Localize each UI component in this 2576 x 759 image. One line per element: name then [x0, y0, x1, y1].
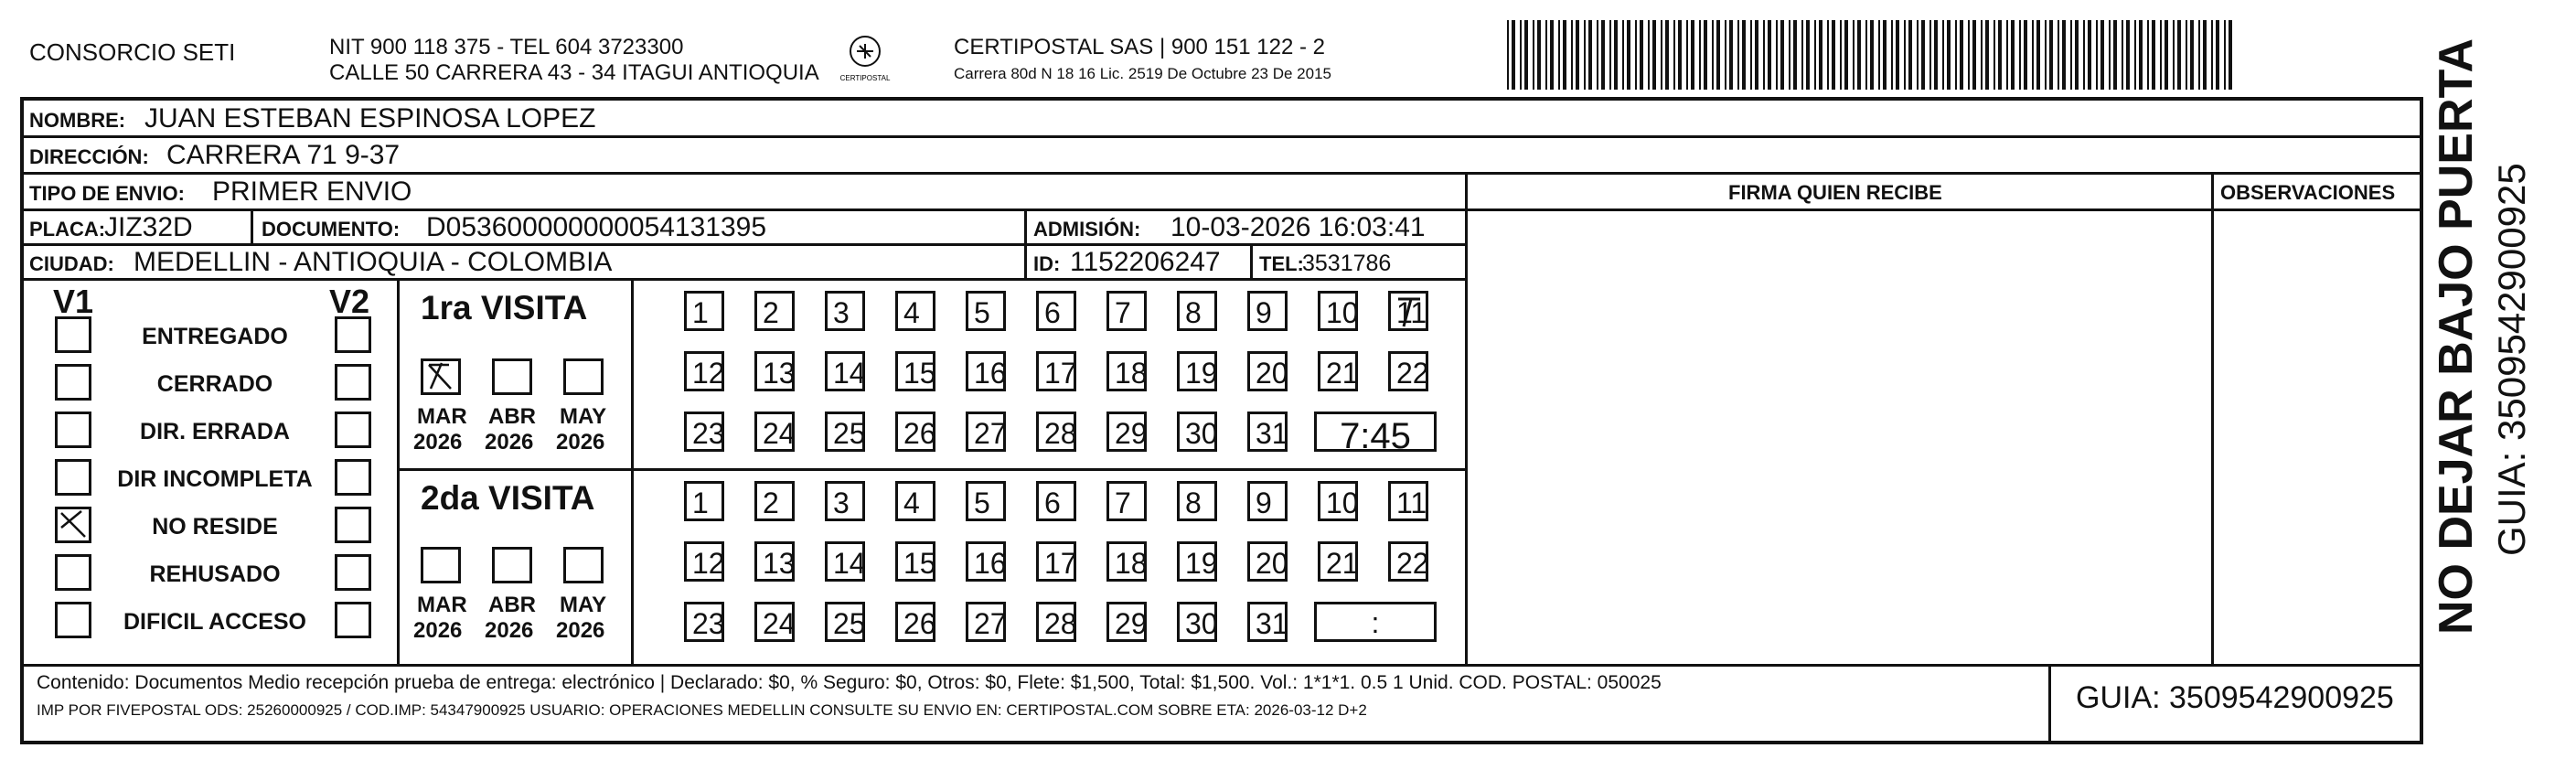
day-cell[interactable]	[825, 602, 865, 642]
day-number: 8	[1185, 296, 1202, 329]
nombre-label: NOMBRE:	[29, 109, 126, 132]
check-mark-icon	[58, 509, 89, 540]
day-number: 16	[974, 357, 1007, 390]
tel-label: TEL:	[1259, 252, 1304, 275]
id-label: ID:	[1033, 252, 1061, 275]
day-cell[interactable]	[684, 412, 724, 452]
day-number: 18	[1115, 547, 1148, 580]
day-cell[interactable]	[1036, 351, 1076, 391]
col-divider	[1465, 172, 1468, 664]
day-number: 12	[692, 357, 725, 390]
v2-checkbox[interactable]	[335, 554, 371, 591]
day-cell[interactable]	[684, 541, 724, 582]
day-number: 2	[763, 296, 779, 329]
day-cell[interactable]	[825, 412, 865, 452]
day-cell[interactable]	[1318, 351, 1358, 391]
day-number: 15	[903, 357, 936, 390]
status-label: REHUSADO	[149, 561, 281, 587]
month-label: MAR	[417, 404, 467, 429]
day-number: 6	[1044, 296, 1061, 329]
day-number: 13	[763, 357, 796, 390]
day-cell[interactable]	[825, 351, 865, 391]
status-label: CERRADO	[156, 371, 273, 397]
day-cell[interactable]	[1106, 412, 1147, 452]
day-cell[interactable]	[825, 291, 865, 331]
day-cell[interactable]	[1106, 541, 1147, 582]
day-number: 28	[1044, 417, 1077, 450]
status-label: DIFICIL ACCESO	[123, 609, 306, 635]
month-label: ABR	[488, 593, 536, 617]
day-cell[interactable]	[1388, 481, 1428, 521]
month-checkbox[interactable]	[492, 547, 532, 583]
day-cell[interactable]	[895, 351, 935, 391]
day-number: 31	[1256, 417, 1288, 450]
day-number: 10	[1326, 296, 1359, 329]
day-cell[interactable]	[754, 351, 795, 391]
check-mark-icon	[423, 361, 458, 392]
day-cell[interactable]	[1388, 351, 1428, 391]
day-number: 15	[903, 547, 936, 580]
col-divider	[1024, 208, 1027, 278]
day-cell[interactable]	[1177, 291, 1217, 331]
section-divider	[397, 468, 1465, 471]
first-visit-title: 1ra VISITA	[421, 289, 588, 326]
day-number: 10	[1326, 486, 1359, 519]
day-number: 17	[1044, 547, 1077, 580]
side-guia: GUIA: 3509542900925	[2490, 163, 2533, 556]
day-cell[interactable]	[754, 541, 795, 582]
day-cell[interactable]	[966, 481, 1006, 521]
day-cell[interactable]	[754, 412, 795, 452]
day-cell[interactable]	[1177, 481, 1217, 521]
day-cell[interactable]	[1106, 602, 1147, 642]
day-cell[interactable]	[1318, 481, 1358, 521]
day-cell[interactable]	[1177, 602, 1217, 642]
day-number: 27	[974, 417, 1007, 450]
day-number: 5	[974, 296, 990, 329]
barcode	[1507, 20, 2239, 90]
month-checkbox[interactable]	[421, 547, 461, 583]
day-number: 1	[692, 486, 709, 519]
day-cell[interactable]	[754, 481, 795, 521]
address-line: CALLE 50 CARRERA 43 - 34 ITAGUI ANTIOQUIA	[329, 60, 819, 85]
v2-checkbox[interactable]	[335, 459, 371, 496]
v1-checkbox[interactable]	[55, 412, 91, 448]
status-label: DIR. ERRADA	[140, 419, 290, 444]
day-number: 29	[1115, 417, 1148, 450]
day-cell[interactable]	[1388, 541, 1428, 582]
col-divider	[1250, 243, 1253, 278]
documento-label: DOCUMENTO:	[262, 218, 401, 241]
row-divider	[20, 208, 2423, 211]
day-cell[interactable]	[1106, 291, 1147, 331]
direccion-label: DIRECCIÓN:	[29, 145, 149, 168]
day-cell[interactable]	[684, 291, 724, 331]
day-number: 1	[692, 296, 709, 329]
day-cell[interactable]	[1247, 412, 1288, 452]
day-cell[interactable]	[1036, 291, 1076, 331]
day-cell[interactable]	[895, 481, 935, 521]
day-cell[interactable]	[1247, 481, 1288, 521]
section-divider	[397, 278, 400, 664]
day-number: 14	[833, 357, 866, 390]
day-number: 2	[763, 486, 779, 519]
day-number: 11	[1396, 486, 1427, 519]
id-value: 1152206247	[1070, 247, 1221, 277]
placa-value: JIZ32D	[104, 212, 193, 242]
v2-checkbox[interactable]	[335, 602, 371, 638]
side-warning: NO DEJAR BAJO PUERTA	[2430, 37, 2483, 635]
day-number: 13	[763, 547, 796, 580]
col-divider	[251, 208, 253, 243]
footer-guia: GUIA: 3509542900925	[2076, 680, 2394, 715]
day-cell[interactable]	[966, 291, 1006, 331]
status-label: ENTREGADO	[142, 324, 288, 349]
day-number: 4	[903, 486, 920, 519]
contenido-line: Contenido: Documentos Medio recepción prueba de entrega: electrónico | Declarado: $0, % Seguro: $0, Otros: $0, Flete: $1,500, Total: $1,500. Vol.: 1*1*1. 0.5 1 Unid. COD. POSTAL: 050025	[37, 672, 1662, 693]
day-number: 9	[1256, 296, 1272, 329]
day-number: 3	[833, 296, 850, 329]
certipostal-line: CERTIPOSTAL SAS | 900 151 122 - 2	[954, 35, 1325, 59]
tipo-envio-value: PRIMER ENVIO	[212, 176, 412, 207]
v2-checkbox[interactable]	[335, 507, 371, 543]
year-label: 2026	[485, 618, 534, 643]
certipostal-logo	[837, 33, 893, 86]
month-label: MAY	[560, 404, 607, 429]
direccion-value: CARRERA 71 9-37	[166, 140, 401, 170]
ciudad-label: CIUDAD:	[29, 252, 114, 275]
day-cell[interactable]	[1036, 412, 1076, 452]
month-checkbox[interactable]	[563, 358, 604, 395]
v1-checkbox[interactable]	[55, 316, 91, 353]
day-cell[interactable]	[754, 602, 795, 642]
day-number: 30	[1185, 607, 1218, 640]
svg-text:CERTIPOSTAL: CERTIPOSTAL	[839, 74, 891, 82]
day-number: 19	[1185, 547, 1218, 580]
section-divider	[631, 278, 634, 664]
day-number: 26	[903, 607, 936, 640]
day-number: 14	[833, 547, 866, 580]
year-label: 2026	[485, 430, 534, 454]
row-divider	[20, 135, 2423, 138]
v2-checkbox[interactable]	[335, 316, 371, 353]
col-divider	[2211, 172, 2214, 664]
day-number: 17	[1044, 357, 1077, 390]
day-cell[interactable]	[966, 412, 1006, 452]
nit-line: NIT 900 118 375 - TEL 604 3723300	[329, 35, 684, 59]
row-divider	[20, 172, 2423, 175]
day-number: 26	[903, 417, 936, 450]
day-cell[interactable]	[1388, 291, 1428, 331]
day-cell[interactable]	[1177, 541, 1217, 582]
month-checkbox[interactable]	[563, 547, 604, 583]
day-cell[interactable]	[895, 291, 935, 331]
month-label: MAY	[560, 593, 607, 617]
year-label: 2026	[556, 618, 605, 643]
col-divider	[2048, 664, 2051, 744]
day-number: 23	[692, 417, 725, 450]
year-label: 2026	[413, 430, 463, 454]
day-cell[interactable]	[966, 351, 1006, 391]
day-cell[interactable]	[1177, 412, 1217, 452]
second-visit-title: 2da VISITA	[421, 479, 595, 517]
day-number: 31	[1256, 607, 1288, 640]
day-cell[interactable]	[1106, 351, 1147, 391]
day-cell[interactable]	[1247, 602, 1288, 642]
day-number: 16	[974, 547, 1007, 580]
day-cell[interactable]	[895, 412, 935, 452]
day-cell[interactable]	[754, 291, 795, 331]
company-name: CONSORCIO SETI	[29, 38, 236, 66]
day-number: 7	[1115, 486, 1131, 519]
row-divider	[20, 278, 1465, 281]
documento-value: D053600000000054131395	[426, 212, 767, 242]
v1-checkbox[interactable]	[55, 507, 91, 543]
month-label: MAR	[417, 593, 467, 617]
v1-checkbox[interactable]	[55, 364, 91, 401]
v1-label: V1	[53, 283, 94, 320]
imp-line: IMP POR FIVEPOSTAL ODS: 25260000925 / COD.IMP: 54347900925 USUARIO: OPERACIONES MEDELLIN CONSULTE SU ENVIO EN: CERTIPOSTAL.COM SOBRE ETA: 2026-03-12 D+2	[37, 701, 1367, 719]
row-divider	[20, 664, 2423, 667]
admision-value: 10-03-2026 16:03:41	[1170, 212, 1426, 242]
ciudad-value: MEDELLIN - ANTIOQUIA - COLOMBIA	[134, 247, 613, 277]
placa-label: PLACA:	[29, 218, 106, 241]
day-number: 6	[1044, 486, 1061, 519]
day-number: 25	[833, 417, 866, 450]
day-cell[interactable]	[1247, 351, 1288, 391]
day-number: 20	[1256, 547, 1288, 580]
day-cell[interactable]	[1247, 541, 1288, 582]
day-number: 7	[1115, 296, 1131, 329]
time-field[interactable]: :	[1314, 602, 1437, 642]
day-number: 8	[1185, 486, 1202, 519]
day-cell[interactable]	[825, 481, 865, 521]
day-number: 28	[1044, 607, 1077, 640]
license-line: Carrera 80d N 18 16 Lic. 2519 De Octubre 23 De 2015	[954, 65, 1331, 82]
day-number: 11	[1396, 296, 1427, 329]
v1-checkbox[interactable]	[55, 459, 91, 496]
day-number: 4	[903, 296, 920, 329]
day-cell[interactable]	[684, 602, 724, 642]
v2-label: V2	[329, 283, 370, 320]
day-cell[interactable]	[825, 541, 865, 582]
day-number: 3	[833, 486, 850, 519]
day-cell[interactable]	[684, 351, 724, 391]
day-cell[interactable]	[1036, 481, 1076, 521]
day-cell[interactable]	[1106, 481, 1147, 521]
day-number: 29	[1115, 607, 1148, 640]
day-number: 12	[692, 547, 725, 580]
day-cell[interactable]	[966, 541, 1006, 582]
day-number: 18	[1115, 357, 1148, 390]
day-cell[interactable]	[1318, 291, 1358, 331]
day-number: 20	[1256, 357, 1288, 390]
day-number: 5	[974, 486, 990, 519]
day-number: 27	[974, 607, 1007, 640]
tipo-envio-label: TIPO DE ENVIO:	[29, 182, 185, 205]
day-cell[interactable]	[684, 481, 724, 521]
month-label: ABR	[488, 404, 536, 429]
status-label: NO RESIDE	[152, 514, 278, 540]
month-checkbox[interactable]	[492, 358, 532, 395]
v1-checkbox[interactable]	[55, 554, 91, 591]
year-label: 2026	[556, 430, 605, 454]
month-checkbox[interactable]	[421, 358, 461, 395]
day-cell[interactable]	[895, 602, 935, 642]
nombre-value: JUAN ESTEBAN ESPINOSA LOPEZ	[144, 103, 596, 134]
day-cell[interactable]	[895, 541, 935, 582]
day-cell[interactable]	[966, 602, 1006, 642]
day-number: 24	[763, 607, 796, 640]
status-label: DIR INCOMPLETA	[117, 466, 313, 492]
admision-label: ADMISIÓN:	[1033, 218, 1141, 241]
day-number: 22	[1396, 357, 1429, 390]
day-number: 9	[1256, 486, 1272, 519]
v2-checkbox[interactable]	[335, 412, 371, 448]
day-cell[interactable]	[1036, 602, 1076, 642]
day-cell[interactable]	[1036, 541, 1076, 582]
year-label: 2026	[413, 618, 463, 643]
day-cell[interactable]	[1247, 291, 1288, 331]
row-divider	[20, 243, 1465, 246]
firma-header: FIRMA QUIEN RECIBE	[1728, 181, 1942, 204]
day-number: 21	[1326, 547, 1359, 580]
day-number: 30	[1185, 417, 1218, 450]
v2-checkbox[interactable]	[335, 364, 371, 401]
tel-value: 3531786	[1302, 251, 1392, 276]
day-cell[interactable]	[1318, 541, 1358, 582]
check-mark-icon	[1391, 294, 1427, 330]
v1-checkbox[interactable]	[55, 602, 91, 638]
day-number: 19	[1185, 357, 1218, 390]
day-number: 23	[692, 607, 725, 640]
day-cell[interactable]	[1177, 351, 1217, 391]
day-number: 21	[1326, 357, 1359, 390]
day-number: 22	[1396, 547, 1429, 580]
observaciones-header: OBSERVACIONES	[2220, 181, 2396, 204]
day-number: 25	[833, 607, 866, 640]
time-field[interactable]: 7:45	[1314, 412, 1437, 452]
day-number: 24	[763, 417, 796, 450]
